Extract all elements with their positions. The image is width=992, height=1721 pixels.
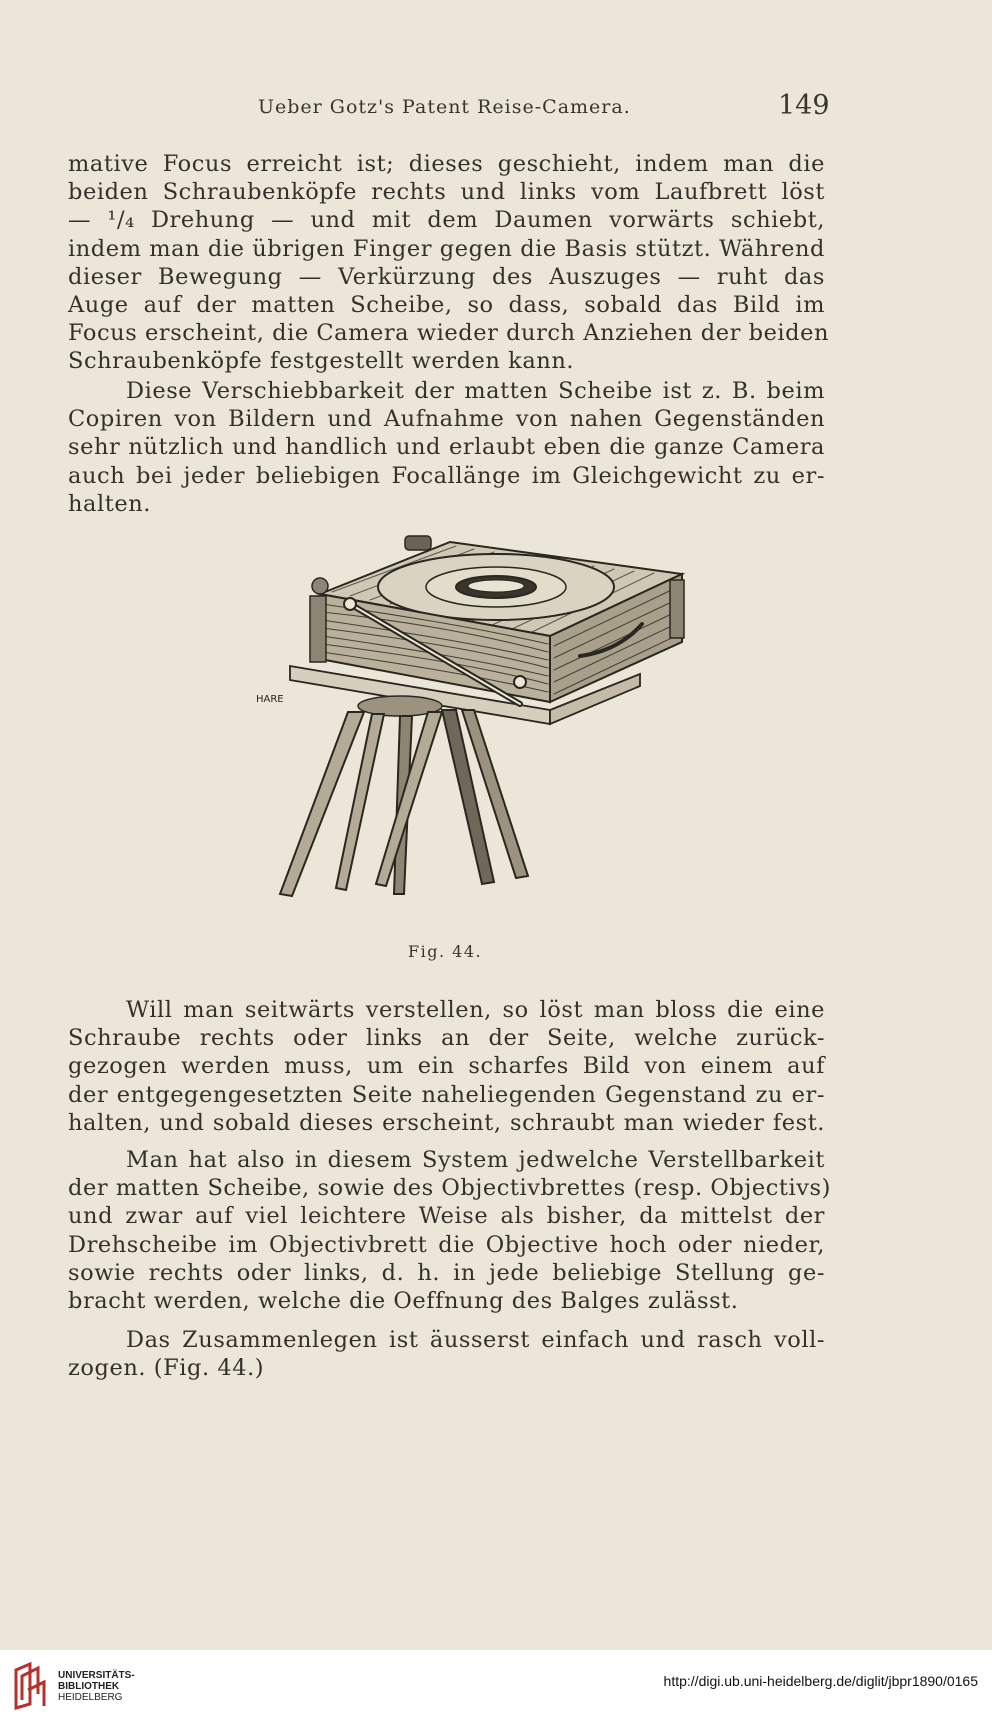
paragraph-5	[68, 1326, 825, 1382]
text-line: dieser Bewegung — Verkürzung des Auszuges — ruht das	[68, 263, 825, 290]
library-name-line: HEIDELBERG	[58, 1692, 123, 1703]
text-line: gezogen werden muss, um ein scharfes Bild von einem auf	[68, 1053, 825, 1080]
text-line: Schraubenköpfe festgestellt werden kann.	[68, 348, 575, 375]
text-line: halten, und sobald dieses erscheint, schraubt man wieder fest.	[68, 1109, 825, 1136]
text-line: zogen. (Fig. 44.)	[68, 1355, 265, 1382]
text-line: indem man die übrigen Finger gegen die Basis stützt. Während	[68, 235, 825, 262]
text-line: der entgegengesetzten Seite naheliegenden Gegenstand zu er-	[68, 1081, 825, 1108]
text-line: der matten Scheibe, sowie des Objectivbrettes (resp. Objectivs)	[68, 1175, 831, 1202]
text-line: Copiren von Bildern und Aufnahme von nahen Gegenständen	[68, 406, 825, 433]
text-line: sehr nützlich und handlich und erlaubt eben die ganze Camera	[68, 434, 825, 461]
digitization-footer	[0, 1650, 992, 1721]
figure-caption: Fig. 44.	[408, 942, 483, 961]
camera-illustration	[250, 534, 710, 934]
text-line: Drehscheibe im Objectivbrett die Objective hoch oder nieder,	[68, 1231, 825, 1258]
library-name	[58, 1670, 135, 1703]
paragraph-3	[68, 996, 825, 1137]
text-line: Man hat also in diesem System jedwelche Verstellbarkeit	[126, 1147, 825, 1173]
library-logo-icon	[10, 1660, 50, 1712]
text-line: Das Zusammenlegen ist äusserst einfach und rasch voll-	[126, 1327, 825, 1353]
text-line: Schraube rechts oder links an der Seite, welche zurück-	[68, 1025, 825, 1052]
text-line: sowie rechts oder links, d. h. in jede beliebige Stellung ge-	[68, 1259, 825, 1286]
text-line: Will man seitwärts verstellen, so löst man bloss die eine	[126, 997, 825, 1023]
page-number: 149	[778, 90, 830, 121]
text-line: Auge auf der matten Scheibe, so dass, sobald das Bild im	[68, 292, 825, 319]
text-line: — ¹/₄ Drehung — und mit dem Daumen vorwärts schiebt,	[68, 207, 825, 234]
text-line: beiden Schraubenköpfe rechts und links vom Laufbrett löst	[68, 179, 825, 206]
source-url-link[interactable]: http://digi.ub.uni-heidelberg.de/diglit/jbpr1890/0165	[663, 1673, 978, 1689]
library-name-line: UNIVERSITÄTS-	[58, 1670, 135, 1681]
camera-tripod-engraving	[250, 534, 710, 934]
library-name-line: BIBLIOTHEK	[58, 1681, 120, 1692]
text-line: Focus erscheint, die Camera wieder durch Anziehen der beiden	[68, 320, 830, 347]
maker-mark: HARE	[256, 694, 284, 705]
text-line: Diese Verschiebbarkeit der matten Scheibe ist z. B. beim	[126, 378, 825, 404]
paragraph-4	[68, 1146, 831, 1315]
paragraph-2	[68, 377, 825, 518]
text-line: und zwar auf viel leichtere Weise als bisher, da mittelst der	[68, 1203, 825, 1230]
text-line: mative Focus erreicht ist; dieses geschieht, indem man die	[68, 151, 825, 177]
text-line: halten.	[68, 490, 151, 517]
running-title: Ueber Gotz's Patent Reise-Camera.	[258, 96, 631, 118]
text-line: bracht werden, welche die Oeffnung des Balges zulässt.	[68, 1288, 739, 1315]
text-line: auch bei jeder beliebigen Focallänge im Gleichgewicht zu er-	[68, 462, 825, 489]
paragraph-1	[68, 150, 830, 376]
